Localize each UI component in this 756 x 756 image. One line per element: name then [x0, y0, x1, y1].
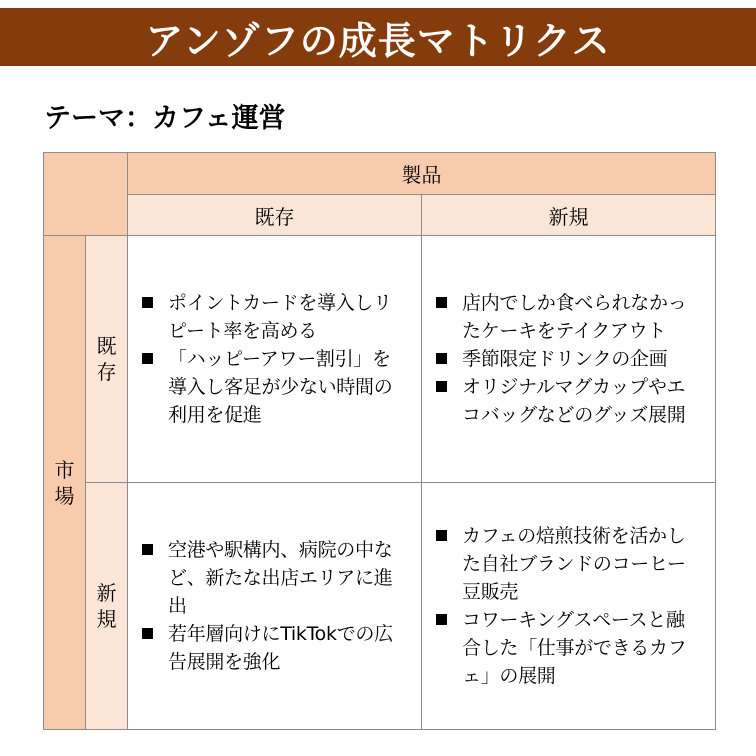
row-existing-market — [85, 235, 128, 483]
bullet-list — [128, 289, 421, 429]
cell-new-market-new-product — [421, 482, 716, 730]
list-item: オリジナルマグカップやエコバッグなどのグッズ展開 — [432, 373, 701, 429]
bullet-square-icon — [436, 530, 447, 541]
column-existing-label: 既存 — [254, 204, 295, 229]
list-item: コワーキングスペースと融合した「仕事ができるカフェ」の展開 — [432, 606, 701, 690]
list-item: カフェの焙煎技術を活かした自社ブランドのコーヒー豆販売 — [432, 522, 701, 606]
list-item: 若年層向けにTikTokでの広告展開を強化 — [138, 620, 407, 676]
page-title: アンゾフの成長マトリクス — [145, 18, 611, 63]
product-header-label: 製品 — [401, 163, 442, 187]
matrix-corner — [43, 152, 128, 236]
bullet-list — [128, 536, 421, 676]
column-existing-product — [127, 194, 422, 236]
market-header — [43, 235, 86, 730]
list-item: 店内でしか食べられなかったケーキをテイクアウト — [432, 289, 701, 345]
column-new-product — [421, 194, 716, 236]
list-item: 「ハッピーアワー割引」を導入し客足が少ない時間の利用を促進 — [138, 345, 407, 429]
column-new-label: 新規 — [548, 204, 589, 229]
cell-existing-market-existing-product — [127, 235, 422, 483]
bullet-square-icon — [436, 614, 447, 625]
list-item: 空港や駅構内、病院の中など、新たな出店エリアに進出 — [138, 536, 407, 620]
bullet-list — [422, 522, 715, 690]
row-existing-label: 既存 — [96, 334, 117, 384]
bullet-square-icon — [436, 353, 447, 364]
market-header-label: 市場 — [54, 457, 75, 508]
cell-existing-market-new-product — [421, 235, 716, 483]
cell-new-market-existing-product — [127, 482, 422, 730]
bullet-square-icon — [436, 381, 447, 392]
bullet-square-icon — [142, 353, 153, 364]
theme-heading: テーマ：カフェ運営 — [44, 103, 286, 134]
bullet-square-icon — [142, 628, 153, 639]
ansoff-matrix — [43, 152, 716, 730]
product-header — [127, 152, 716, 195]
bullet-list — [422, 289, 715, 429]
row-new-market — [85, 482, 128, 730]
title-bar — [0, 8, 756, 66]
row-new-label: 新規 — [96, 581, 117, 631]
bullet-square-icon — [142, 297, 153, 308]
bullet-square-icon — [436, 297, 447, 308]
bullet-square-icon — [142, 544, 153, 555]
list-item: 季節限定ドリンクの企画 — [432, 345, 701, 373]
list-item: ポイントカードを導入しリピート率を高める — [138, 289, 407, 345]
